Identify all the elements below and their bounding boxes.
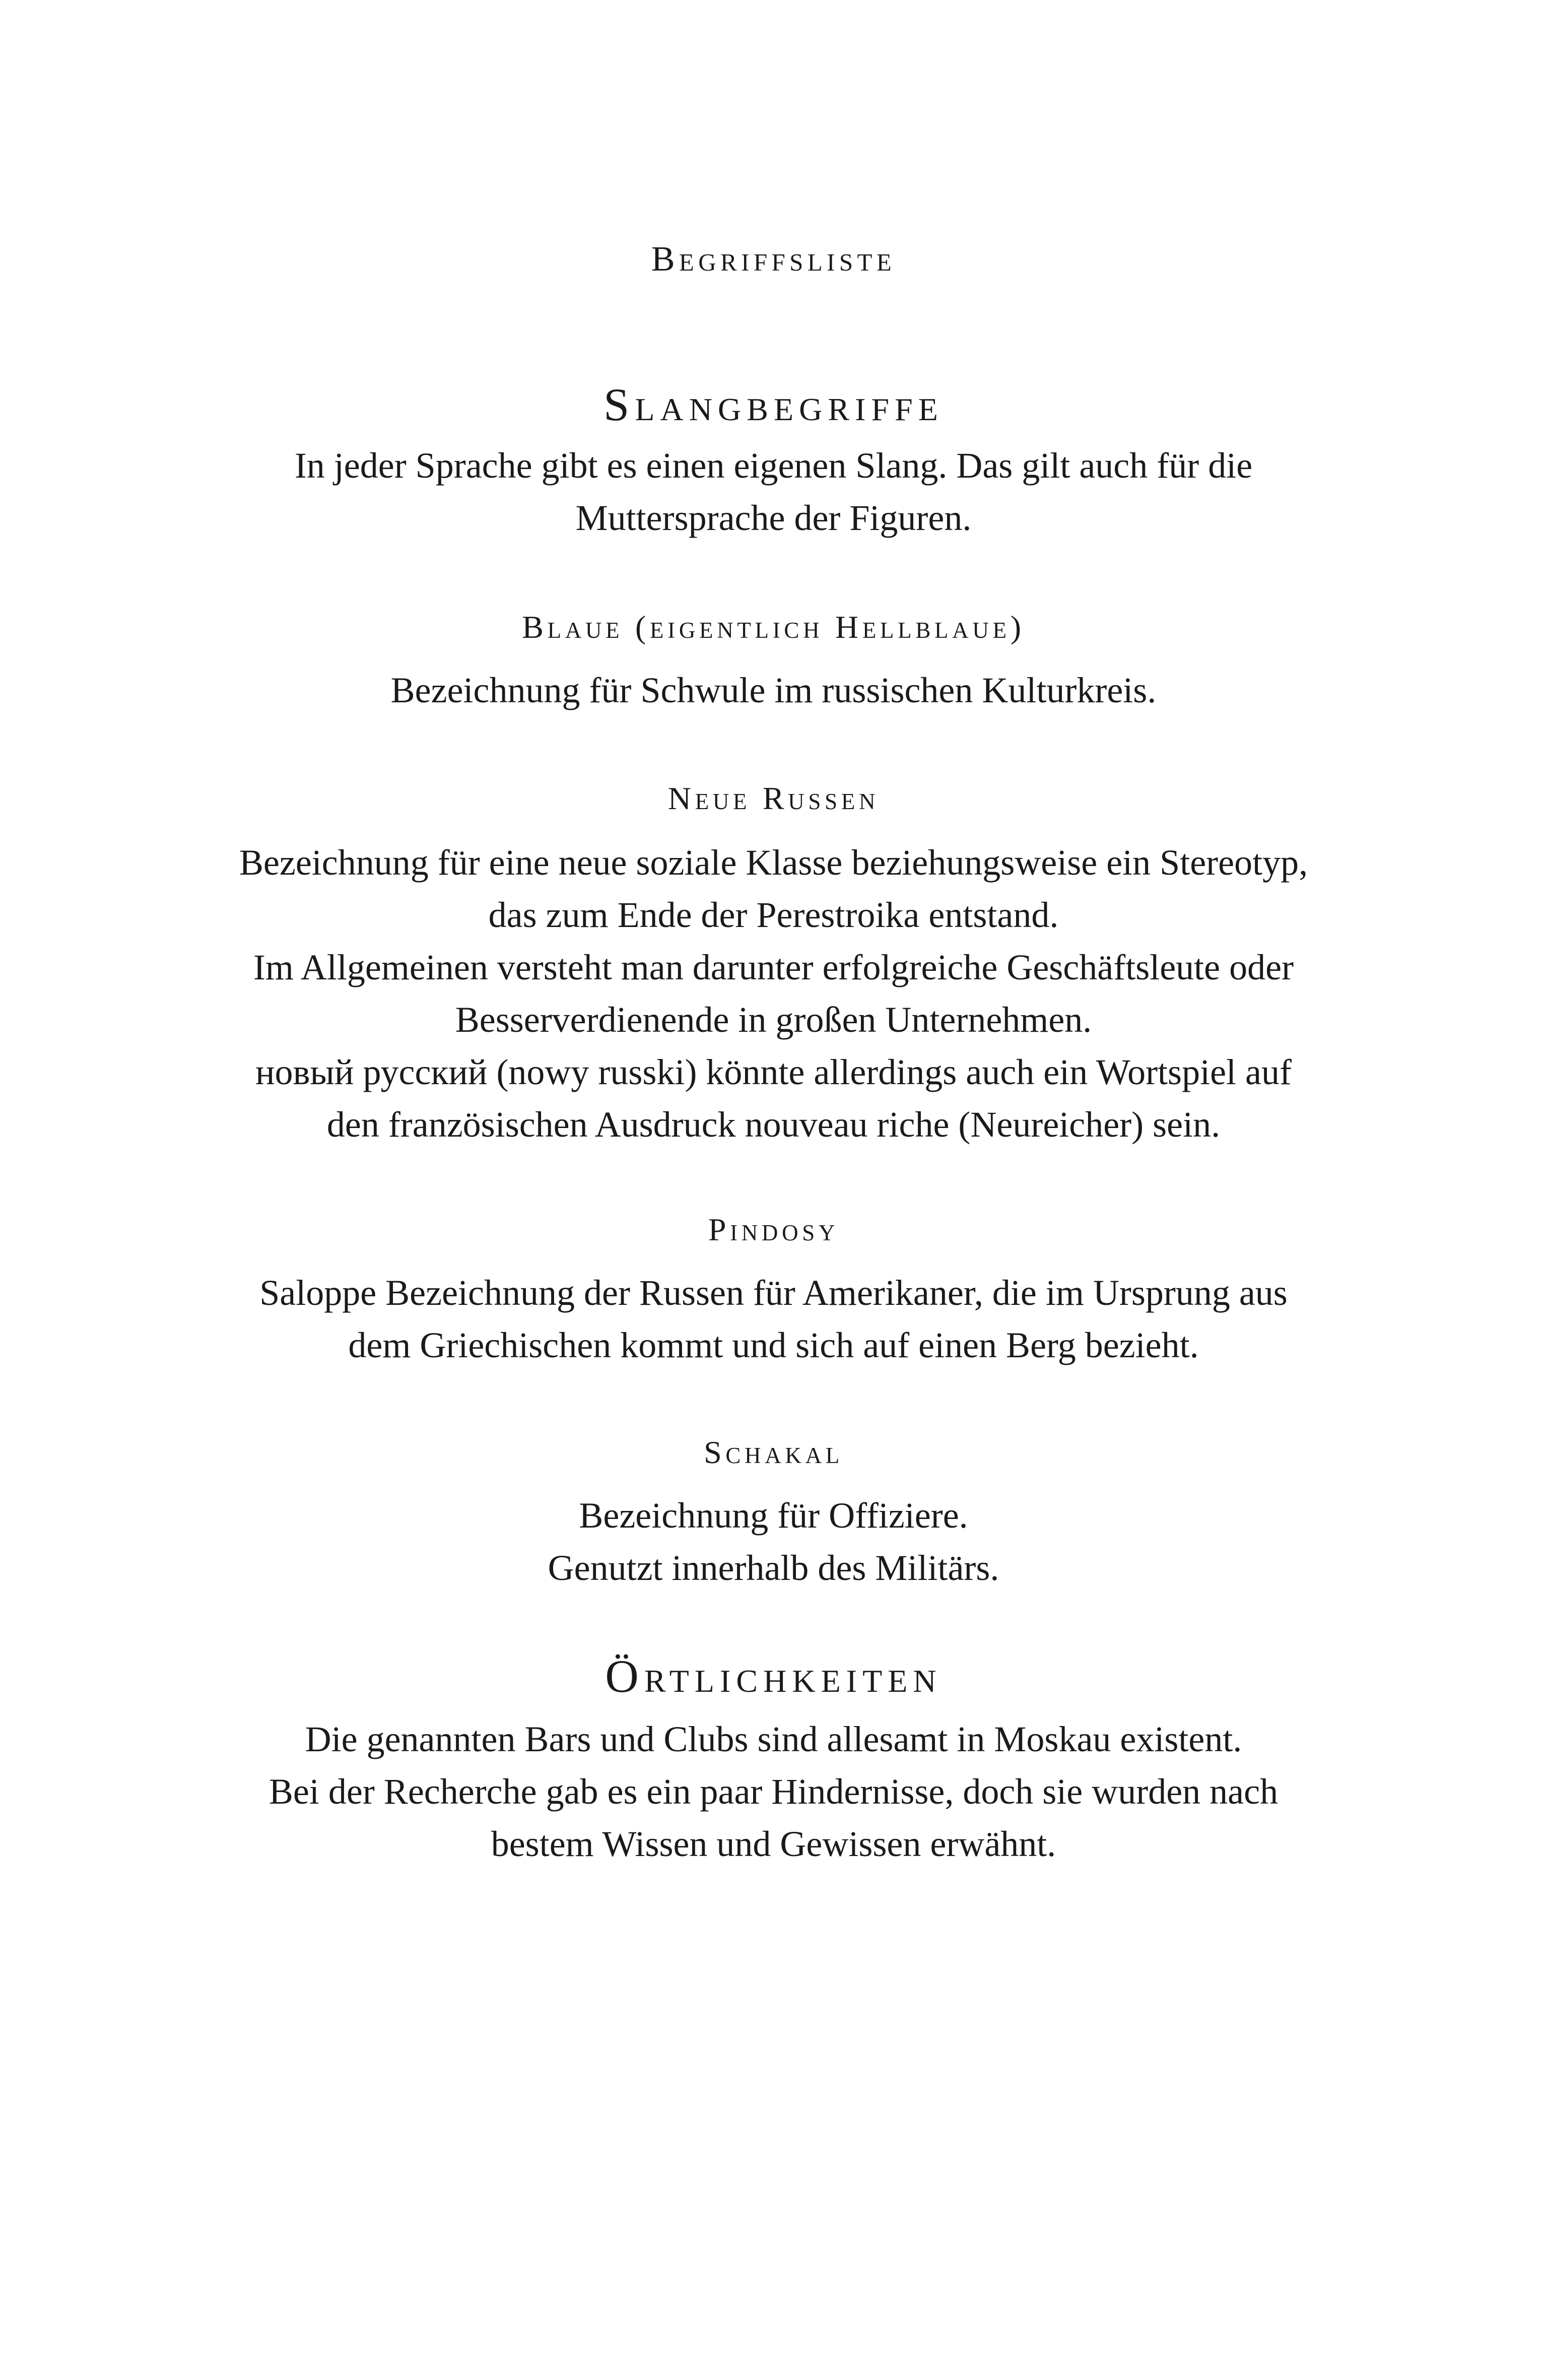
text-line: Die genannten Bars und Clubs sind allesamt in Moskau existent. bbox=[305, 1719, 1242, 1759]
term-schakal bbox=[0, 1430, 1547, 1475]
paragraph bbox=[0, 1713, 1547, 1870]
definition-neue-russen bbox=[0, 836, 1547, 1151]
text-line: In jeder Sprache gibt es einen eigenen Slang. Das gilt auch für die bbox=[294, 445, 1253, 486]
definition-blaue bbox=[0, 664, 1547, 716]
paragraph bbox=[0, 664, 1547, 716]
text-line: das zum Ende der Perestroika entstand. bbox=[488, 895, 1059, 935]
text-line: новый русский (nowy russki) könnte allerdings auch ein Wortspiel auf bbox=[255, 1052, 1292, 1092]
section-heading: Örtlichkeiten bbox=[605, 1650, 942, 1702]
term-neue-russen bbox=[0, 776, 1547, 821]
term-pindosy bbox=[0, 1207, 1547, 1252]
running-head: Begriffsliste bbox=[651, 240, 896, 279]
term-blaue bbox=[0, 605, 1547, 650]
paragraph bbox=[0, 836, 1547, 1151]
term-heading: Neue Russen bbox=[667, 780, 880, 816]
term-heading: Blaue (eigentlich Hellblaue) bbox=[522, 609, 1025, 645]
section-intro-oertlichkeiten bbox=[0, 1713, 1547, 1870]
text-line: Genutzt innerhalb des Militärs. bbox=[548, 1548, 999, 1588]
text-line: Besserverdienende in großen Unternehmen. bbox=[455, 1000, 1092, 1040]
definition-schakal bbox=[0, 1489, 1547, 1594]
text-line: den französischen Ausdruck nouveau riche (Neureicher) sein. bbox=[326, 1104, 1221, 1145]
definition-pindosy bbox=[0, 1267, 1547, 1371]
term-heading: Pindosy bbox=[708, 1212, 839, 1247]
section-heading-oertlichkeiten bbox=[0, 1648, 1547, 1704]
paragraph bbox=[0, 1267, 1547, 1371]
text-line: bestem Wissen und Gewissen erwähnt. bbox=[491, 1824, 1056, 1864]
term-heading: Schakal bbox=[704, 1434, 843, 1470]
section-heading: Slangbegriffe bbox=[603, 379, 944, 430]
section-intro-slang bbox=[0, 439, 1547, 544]
text-line: Muttersprache der Figuren. bbox=[575, 498, 972, 538]
text-line: Im Allgemeinen versteht man darunter erfolgreiche Geschäftsleute oder bbox=[253, 947, 1294, 987]
text-line: Bezeichnung für Schwule im russischen Kulturkreis. bbox=[390, 670, 1157, 710]
running-head-block bbox=[0, 237, 1547, 282]
text-line: dem Griechischen kommt und sich auf einen Berg bezieht. bbox=[348, 1325, 1199, 1365]
section-heading-slang bbox=[0, 377, 1547, 432]
paragraph bbox=[0, 439, 1547, 544]
text-line: Bei der Recherche gab es ein paar Hindernisse, doch sie wurden nach bbox=[268, 1771, 1279, 1812]
text-line: Bezeichnung für Offiziere. bbox=[579, 1495, 968, 1536]
paragraph bbox=[0, 1489, 1547, 1594]
text-line: Bezeichnung für eine neue soziale Klasse beziehungsweise ein Stereotyp, bbox=[239, 842, 1308, 883]
text-line: Saloppe Bezeichnung der Russen für Amerikaner, die im Ursprung aus bbox=[259, 1273, 1288, 1313]
